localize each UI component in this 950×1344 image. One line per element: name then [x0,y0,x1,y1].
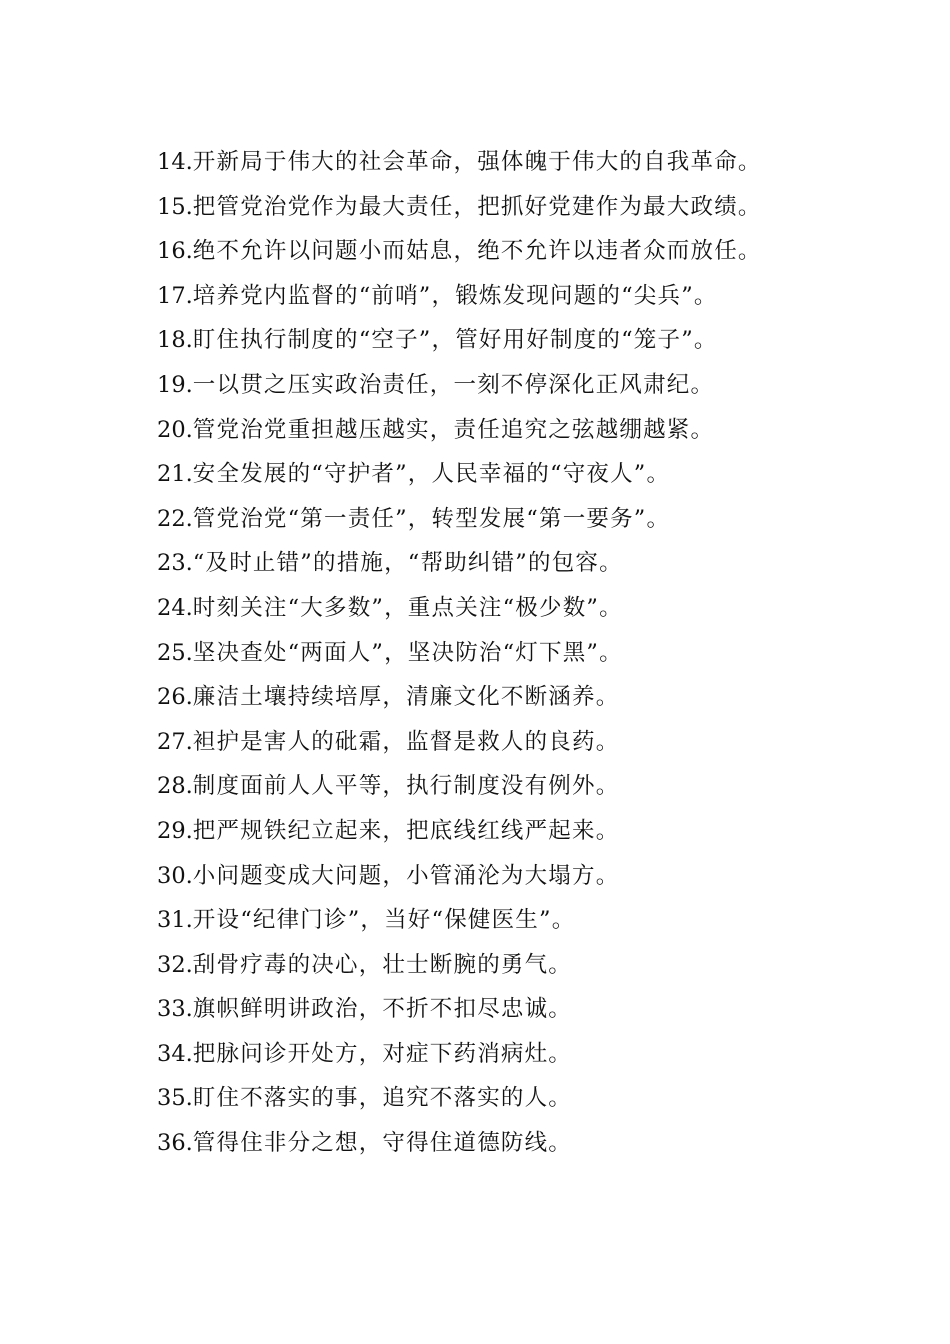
item-text: 培养党内监督的“前哨”，锻炼发现问题的“尖兵”。 [192,282,718,309]
item-text: 把脉问诊开处方，对症下药消病灶。 [192,1040,572,1067]
list-item [157,854,917,899]
item-text: 盯住执行制度的“空子”，管好用好制度的“笼子”。 [192,327,718,354]
item-text: “及时止错”的措施，“帮助纠错”的包容。 [192,550,623,577]
list-item [157,497,917,542]
item-number: 27. [157,728,193,755]
list-item [157,318,917,363]
item-text: 刮骨疗毒的决心，壮士断腕的勇气。 [192,951,572,978]
item-number: 28. [157,773,193,800]
list-item [157,541,917,586]
list-item [157,898,917,943]
item-number: 33. [157,996,193,1023]
list-item [157,185,917,230]
item-number: 25. [157,639,193,666]
item-number: 32. [157,951,193,978]
list-item [157,229,917,274]
item-text: 袒护是害人的砒霜，监督是救人的良药。 [192,728,620,755]
item-number: 16. [157,238,193,265]
item-number: 34. [157,1040,193,1067]
item-number: 23. [157,550,193,577]
item-text: 开新局于伟大的社会革命，强体魄于伟大的自我革命。 [192,149,762,175]
item-text: 安全发展的“守护者”，人民幸福的“守夜人”。 [192,461,671,488]
list-item [157,631,917,676]
item-number: 22. [157,505,193,532]
list-item [157,1032,917,1077]
item-number: 35. [157,1085,193,1112]
list-item [157,140,917,185]
list-item [157,1076,917,1121]
item-number: 15. [157,193,193,220]
item-text: 时刻关注“大多数”，重点关注“极少数”。 [192,594,623,621]
item-text: 把严规铁纪立起来，把底线红线严起来。 [192,817,620,844]
slogan-list [157,140,917,1166]
item-number: 24. [157,594,193,621]
item-number: 14. [157,149,193,175]
list-item [157,764,917,809]
list-item [157,987,917,1032]
item-text: 管党治党“第一责任”，转型发展“第一要务”。 [192,505,671,532]
list-item [157,1121,917,1166]
list-item [157,720,917,765]
list-item [157,363,917,408]
list-item [157,274,917,319]
item-number: 31. [157,907,193,934]
item-number: 36. [157,1130,193,1157]
item-text: 制度面前人人平等，执行制度没有例外。 [192,773,620,800]
list-item [157,809,917,854]
item-text: 盯住不落实的事，追究不落实的人。 [192,1085,572,1112]
item-number: 17. [157,282,193,309]
list-item [157,586,917,631]
item-text: 管党治党重担越压越实，责任追究之弦越绷越紧。 [192,416,715,443]
item-number: 20. [157,416,193,443]
item-number: 18. [157,327,193,354]
item-number: 29. [157,817,193,844]
item-text: 绝不允许以问题小而姑息，绝不允许以违者众而放任。 [192,238,762,265]
item-number: 30. [157,862,193,889]
item-text: 一以贯之压实政治责任，一刻不停深化正风肃纪。 [192,371,715,398]
item-number: 21. [157,461,193,488]
item-text: 旗帜鲜明讲政治，不折不扣尽忠诚。 [192,996,572,1023]
list-item [157,943,917,988]
item-text: 管得住非分之想，守得住道德防线。 [192,1130,572,1157]
item-number: 26. [157,684,193,711]
list-item [157,675,917,720]
item-text: 开设“纪律门诊”，当好“保健医生”。 [192,907,576,934]
item-number: 19. [157,371,193,398]
list-item [157,408,917,453]
item-text: 小问题变成大问题，小管涌沦为大塌方。 [192,862,620,889]
list-item [157,452,917,497]
item-text: 把管党治党作为最大责任，把抓好党建作为最大政绩。 [192,193,762,220]
item-text: 廉洁土壤持续培厚，清廉文化不断涵养。 [192,684,620,711]
item-text: 坚决查处“两面人”，坚决防治“灯下黑”。 [192,639,623,666]
